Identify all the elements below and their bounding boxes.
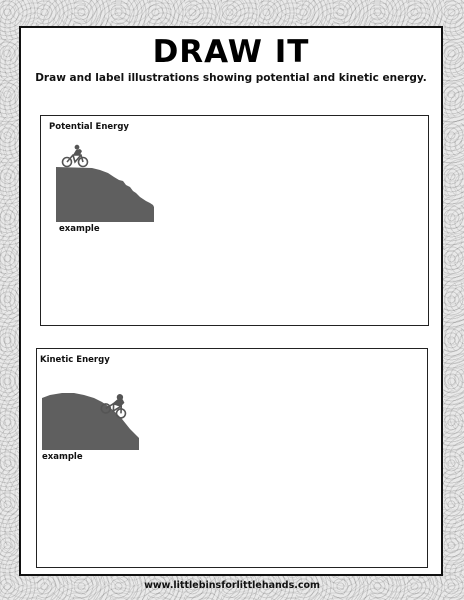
kinetic-energy-label: Kinetic Energy xyxy=(40,355,110,365)
hill-shape xyxy=(56,167,154,222)
potential-energy-label: Potential Energy xyxy=(49,122,129,132)
potential-energy-panel xyxy=(40,115,429,326)
cyclist-head xyxy=(75,145,80,150)
instructions-text: Draw and label illustrations showing potential and kinetic energy. xyxy=(35,72,427,84)
website-footer: www.littlebinsforlittlehands.com xyxy=(144,580,320,591)
cyclist-on-hilltop-illustration xyxy=(56,144,156,222)
cyclist-body xyxy=(73,149,82,155)
hill-shape xyxy=(42,393,139,450)
page-title: DRAW IT xyxy=(152,34,310,70)
cyclist-icon xyxy=(63,155,88,167)
example-label: example xyxy=(42,452,83,462)
worksheet-page xyxy=(19,26,443,576)
example-label: example xyxy=(59,224,100,234)
cyclist-descending-hill-illustration xyxy=(42,390,142,450)
kinetic-energy-panel xyxy=(36,348,428,568)
